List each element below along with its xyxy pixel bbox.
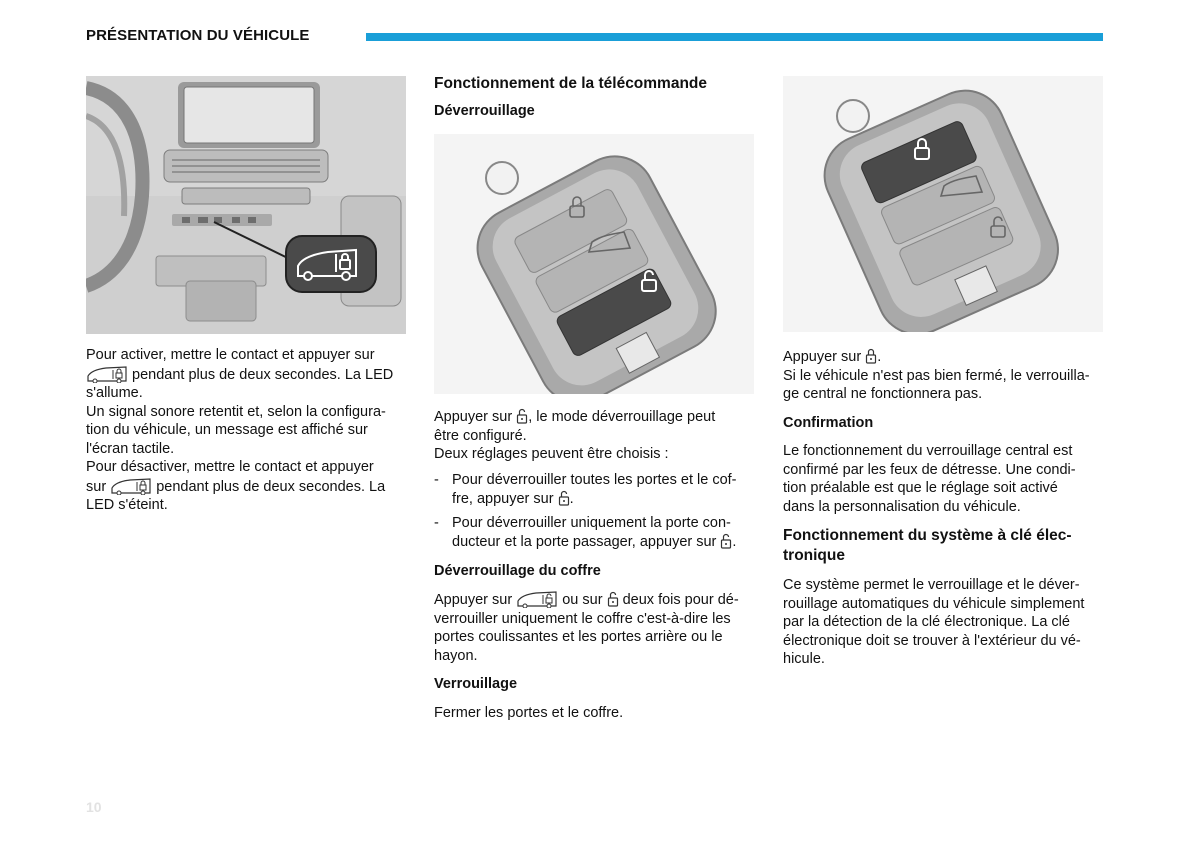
unlock-icon — [607, 590, 619, 608]
text-activate: Pour activer, mettre le contact et appuyer sur — [86, 347, 375, 363]
key-fob-unlock-illustration — [434, 134, 754, 394]
column-middle-top — [434, 74, 754, 121]
header-accent-bar — [366, 33, 1103, 41]
heading-lock: Verrouillage — [434, 676, 518, 692]
unlock-icon — [720, 532, 732, 550]
column-right: Appuyer sur . Si le véhicule n'est pas bien fermé, le verrouilla- ge central ne fonctionnera pas. Confirmation Le fonctionnement du verrouillage central est confirmé par les feux de détresse. Une condi- tion préalable est que le réglage soit activé dans la personnalisation du véhicule. Fonctionnement du système à clé élec- tronique Ce système permet le verrouillage et le déver- rouillage automatiques du véhicule simplement par la détection de la clé électronique. La clé électronique doit se trouver à l'extérieur du vé- hicule. — [783, 347, 1103, 669]
column-middle: Appuyer sur , le mode déverrouillage peut être configuré. Deux réglages peuvent être choisis : - Pour déverrouiller toutes les portes et le cof- fre, appuyer sur . - Pour déverrouiller uniquement la porte con- ducteur et la porte passager, appuyer sur . Déverrouillage du coffre Appuyer sur ou sur deux fois pour dé- verrouiller uniquement le coffre c'est-à-dire les portes coulissantes et les portes arrière ou le hayon. Verrouillage Fermer les portes et le coffre. — [434, 407, 754, 722]
heading-unlock: Déverrouillage — [434, 103, 535, 119]
heading-keyless: Fonctionnement du système à clé élec- — [783, 527, 1072, 544]
unlock-icon — [558, 489, 570, 507]
column-left: Pour activer, mettre le contact et appuyer sur pendant plus de deux secondes. La LED s'allume. Un signal sonore retentit et, selon la configura- tion du véhicule, un message est affiché sur l'écran tactile. Pour désactiver, mettre le contact et appuyer sur pendant plus de deux secondes. La LED s'éteint. — [86, 347, 394, 513]
lock-icon — [865, 347, 877, 365]
list-item: - Pour déverrouiller toutes les portes et le cof- fre, appuyer sur . — [434, 471, 737, 507]
dashboard-illustration — [86, 76, 406, 334]
page-number: 10 — [86, 799, 102, 815]
van-lock-icon — [110, 477, 152, 495]
unlock-icon — [516, 407, 528, 425]
list-item: - Pour déverrouiller uniquement la porte con- ducteur et la porte passager, appuyer sur . — [434, 514, 737, 550]
key-fob-lock-illustration — [783, 76, 1103, 332]
heading-confirmation: Confirmation — [783, 414, 874, 431]
van-unlock-icon — [516, 590, 558, 608]
heading-remote: Fonctionnement de la télécommande — [434, 75, 708, 92]
van-lock-icon — [86, 365, 128, 383]
heading-trunk-unlock: Déverrouillage du coffre — [434, 562, 601, 579]
section-title: PRÉSENTATION DU VÉHICULE — [86, 27, 310, 44]
